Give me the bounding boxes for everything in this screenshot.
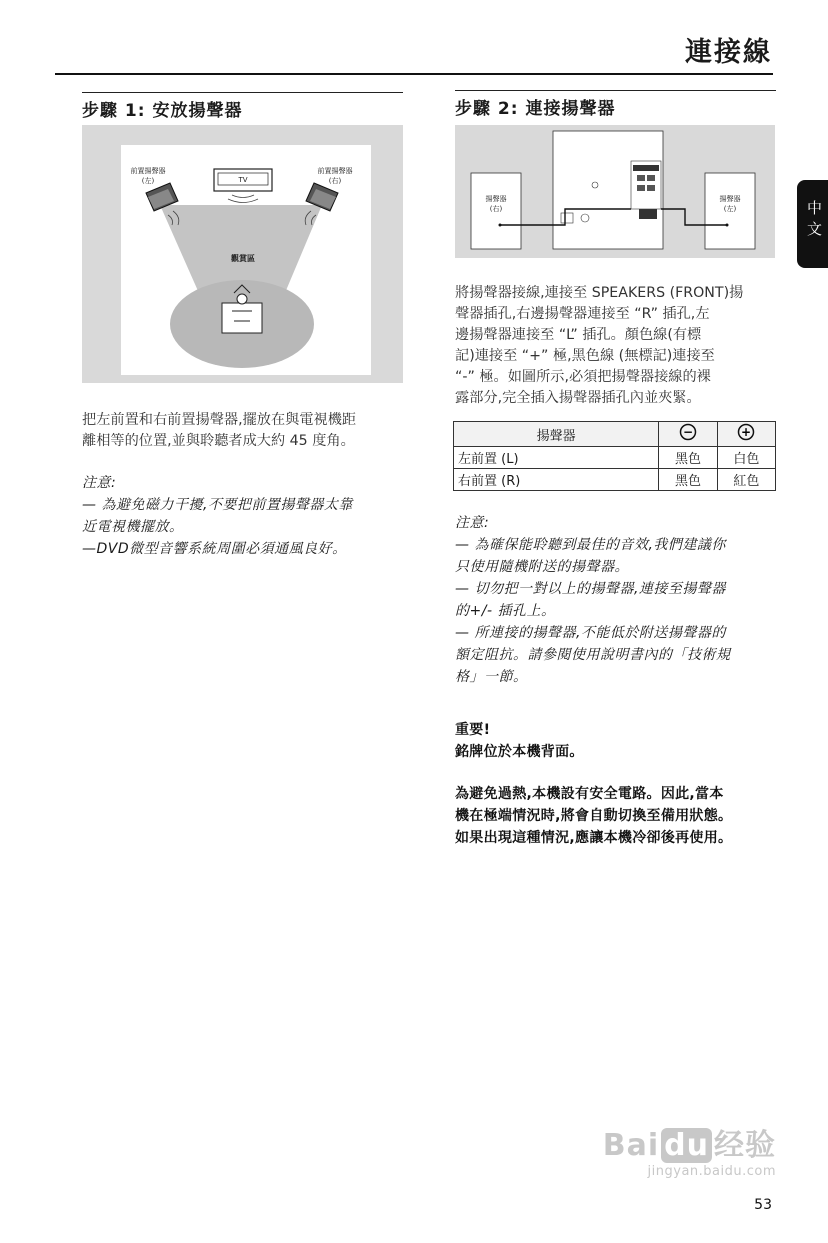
viewing-area-label: 觀賞區 (231, 254, 255, 263)
section2-note-title: 注意: (455, 515, 490, 531)
table-cell-plus: 白色 (717, 447, 775, 469)
table-header-speaker: 揚聲器 (454, 422, 659, 447)
safety-notice (455, 783, 732, 849)
section2-note-line: 額定阻抗。請參閱使用說明書內的「技術規 (455, 647, 731, 663)
section2-note-line: — 切勿把一對以上的揚聲器,連接至揚聲器 (455, 581, 726, 597)
watermark-url: jingyan.baidu.com (647, 1164, 776, 1179)
section2-body-line: 記)連接至 “+” 極,黑色線 (無標記)連接至 (455, 348, 715, 364)
left-speaker-label-2: (左) (141, 177, 155, 185)
speaker-wire-table (453, 421, 776, 491)
right-box-label-1: 揚聲器 (719, 195, 741, 203)
speaker-placement-diagram (82, 125, 403, 383)
plus-symbol: + (741, 425, 752, 439)
section2-body-line: 邊揚聲器連接至 “L” 插孔。顏色線(有標 (455, 327, 702, 343)
watermark-du: du (661, 1128, 712, 1163)
left-box-label-1: 揚聲器 (485, 195, 507, 203)
table-row (454, 469, 776, 491)
watermark-jingyan: 经验 (714, 1128, 776, 1163)
table-header-minus (659, 422, 717, 447)
speaker-connection-diagram (455, 125, 775, 258)
section1-title: 步驟 1: 安放揚聲器 (82, 101, 243, 121)
section2-body-line: 露部分,完全插入揚聲器插孔內並夾緊。 (455, 390, 701, 406)
safety-line: 機在極端情況時,將會自動切換至備用狀態。 (455, 808, 733, 824)
table-cell-minus: 黑色 (659, 469, 717, 491)
section1-body-line: 離相等的位置,並與聆聽者成大約 45 度角。 (82, 433, 355, 449)
table-cell-minus: 黑色 (659, 447, 717, 469)
section1-notes (82, 472, 353, 560)
table-cell-name: 右前置 (R) (454, 469, 659, 491)
section1-rule (82, 92, 403, 93)
section1-note-title: 注意: (82, 475, 117, 491)
section2-note-line: 只使用隨機附送的揚聲器。 (455, 559, 629, 575)
baidu-watermark (603, 1120, 776, 1179)
left-box-label-2: (右) (489, 205, 503, 213)
section2-body-line: 聲器插孔,右邊揚聲器連接至 “R” 插孔,左 (455, 306, 710, 322)
safety-line: 如果出現這種情況,應讓本機冷卻後再使用。 (455, 830, 733, 846)
page-number: 53 (754, 1197, 772, 1213)
section1-body (82, 410, 356, 452)
important-text: 銘牌位於本機背面。 (455, 744, 584, 760)
minus-circle-icon (679, 423, 697, 441)
table-header-plus (717, 422, 775, 447)
important-title: 重要! (455, 722, 491, 738)
left-speaker-label-1: 前置揚聲器 (130, 167, 166, 175)
section2-body-line: “-” 極。如圖所示,必須把揚聲器接線的裸 (455, 369, 711, 385)
table-row (454, 447, 776, 469)
section2-title: 步驟 2: 連接揚聲器 (455, 99, 616, 119)
section1-body-line: 把左前置和右前置揚聲器,擺放在與電視機距 (82, 412, 357, 428)
right-speaker-label-1: 前置揚聲器 (317, 167, 353, 175)
important-notice (455, 719, 584, 763)
page-title: 連接線 (685, 37, 772, 68)
language-tab-label: 中文 (805, 200, 823, 242)
section2-notes (455, 512, 731, 688)
right-speaker-label-2: (右) (328, 177, 342, 185)
top-rule (55, 73, 773, 75)
section1-note-line: —DVD微型音響系統周圍必須通風良好。 (82, 541, 347, 557)
watermark-bai: Bai (602, 1128, 660, 1163)
language-tab[interactable] (797, 180, 828, 268)
section2-note-line: — 所連接的揚聲器,不能低於附送揚聲器的 (455, 625, 726, 641)
speaker-connection-figure (455, 125, 775, 258)
section2-body (455, 283, 743, 409)
speaker-placement-figure (82, 125, 403, 383)
section2-rule (455, 90, 776, 91)
unit-back-panel (553, 131, 663, 249)
section1-note-line: — 為避免磁力干擾,不要把前置揚聲器太靠 (82, 497, 353, 513)
section1-note-line: 近電視機擺放。 (82, 519, 184, 535)
section2-note-line: 的+/- 插孔上。 (455, 603, 556, 619)
minus-symbol: − (682, 425, 693, 439)
safety-line: 為避免過熱,本機設有安全電路。因此,當本 (455, 786, 724, 802)
tv-label: TV (238, 176, 248, 184)
section2-note-line: 格」一節。 (455, 669, 528, 685)
plus-circle-icon (737, 423, 755, 441)
right-box-label-2: (左) (723, 205, 737, 213)
section2-body-line: 將揚聲器接線,連接至 SPEAKERS (FRONT)揚 (455, 285, 744, 301)
section2-note-line: — 為確保能聆聽到最佳的音效,我們建議你 (455, 537, 726, 553)
table-cell-name: 左前置 (L) (454, 447, 659, 469)
table-header-row (454, 422, 776, 447)
table-cell-plus: 紅色 (717, 469, 775, 491)
